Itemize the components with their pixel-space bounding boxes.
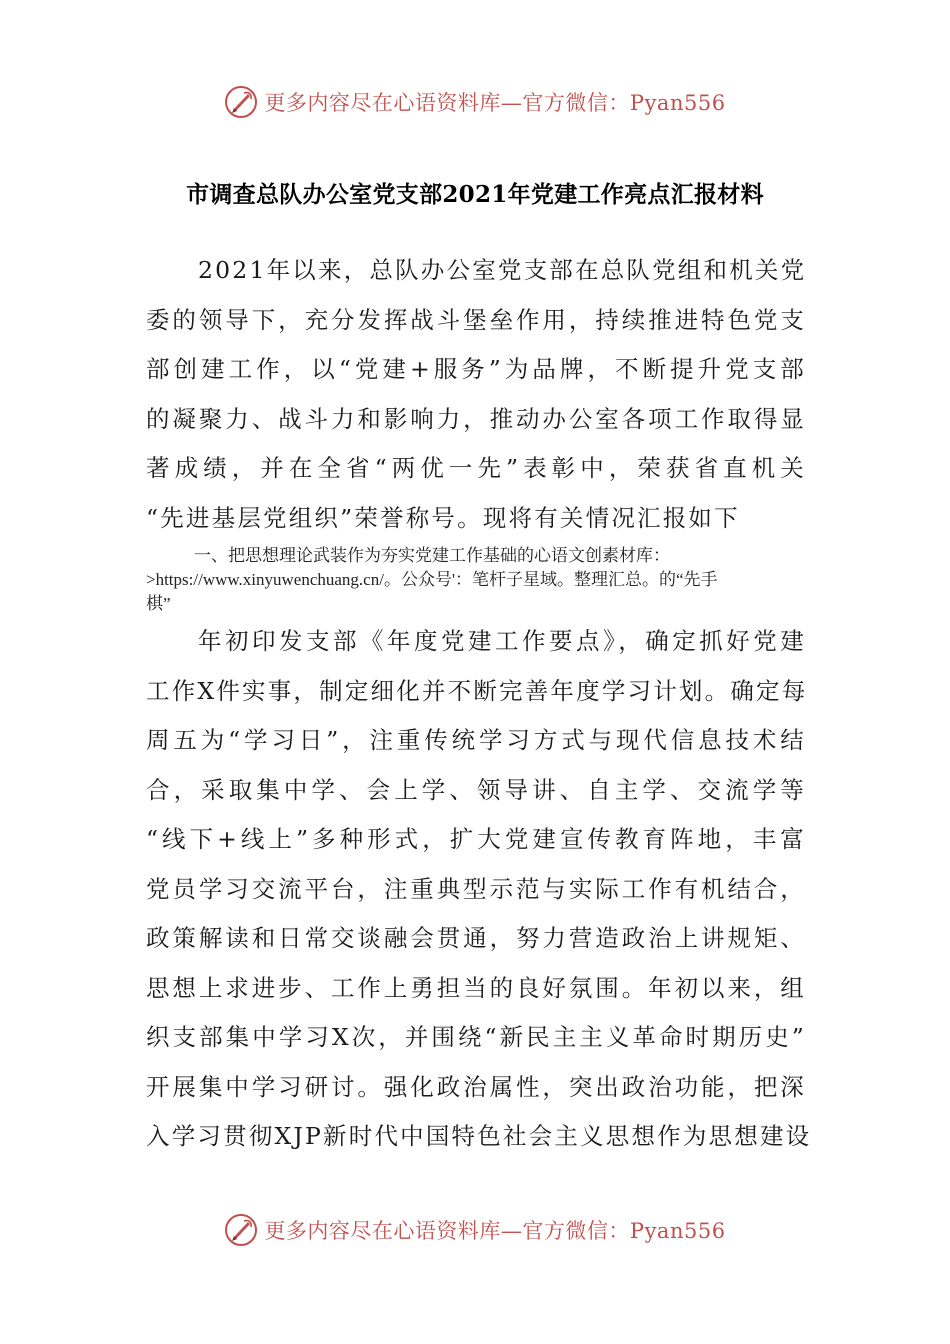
quill-logo-icon xyxy=(224,1213,258,1247)
text-line: 2021年以来，总队办公室党支部在总队党组和机关党 xyxy=(198,256,807,284)
text-line: 织支部集中学习X次，并围绕“新民主主义革命时期历史” xyxy=(146,1023,806,1051)
text-line: 合，采取集中学、会上学、领导讲、自主学、交流学等 xyxy=(146,775,806,804)
heading-line: >https://www.xinyuwenchuang.cn/。公众号'：笔杆子星域。整理汇总。的“先手 xyxy=(146,570,718,589)
section-heading xyxy=(146,544,808,616)
document-title: 市调查总队办公室党支部2021年党建工作亮点汇报材料 xyxy=(186,181,764,208)
text-line: 的凝聚力、战斗力和影响力，推动办公室各项工作取得显 xyxy=(146,404,806,433)
footer-banner xyxy=(0,1208,950,1252)
header-banner xyxy=(0,80,950,124)
text-line: 委的领导下，充分发挥战斗堡垒作用，持续推进特色党支 xyxy=(146,305,806,334)
banner-text: 更多内容尽在心语资料库—官方微信：Pyan556 xyxy=(264,1219,726,1243)
text-line: 年初印发支部《年度党建工作要点》，确定抓好党建 xyxy=(198,627,806,655)
text-line: “线下+线上”多种形式，扩大党建宣传教育阵地，丰富 xyxy=(146,825,806,853)
quill-logo-icon xyxy=(224,85,258,119)
text-line: 入学习贯彻XJP新时代中国特色社会主义思想作为思想建设 xyxy=(146,1122,812,1150)
text-line: 政策解读和日常交谈融会贯通，努力营造政治上讲规矩、 xyxy=(146,924,806,952)
heading-line: 棋” xyxy=(146,594,171,613)
heading-line: 一、把思想理论武装作为夯实党建工作基础的心语文创素材库： xyxy=(194,546,670,565)
text-line: 开展集中学习研讨。强化政治属性，突出政治功能，把深 xyxy=(146,1072,806,1101)
intro-paragraph xyxy=(146,246,806,543)
text-line: 周五为“学习日”，注重传统学习方式与现代信息技术结 xyxy=(146,726,806,754)
text-line: 党员学习交流平台，注重典型示范与实际工作有机结合， xyxy=(146,874,806,903)
text-line: 部创建工作，以“党建+服务”为品牌，不断提升党支部 xyxy=(146,355,806,383)
text-line: “先进基层党组织”荣誉称号。现将有关情况汇报如下 xyxy=(146,503,740,532)
text-line: 思想上求进步、工作上勇担当的良好氛围。年初以来，组 xyxy=(146,973,806,1002)
body-paragraph xyxy=(146,617,812,1162)
text-line: 工作X件实事，制定细化并不断完善年度学习计划。确定每 xyxy=(146,676,808,705)
text-line: 著成绩，并在全省“两优一先”表彰中，荣获省直机关 xyxy=(146,454,806,482)
banner-text: 更多内容尽在心语资料库—官方微信：Pyan556 xyxy=(264,91,726,115)
